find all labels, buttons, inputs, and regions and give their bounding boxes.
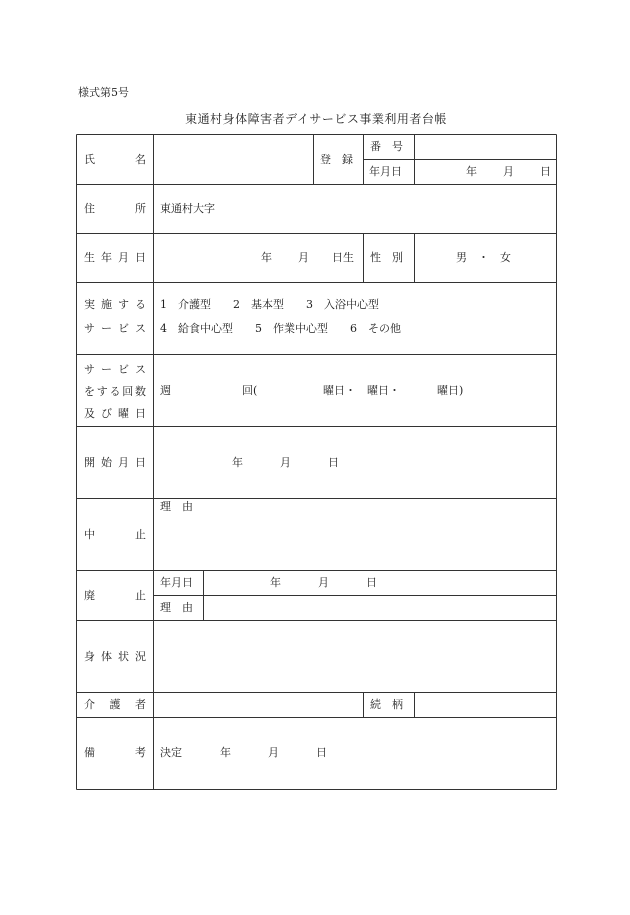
frequency-weekday-1: 曜日・ bbox=[323, 384, 356, 397]
registration-label: 登 録 bbox=[320, 153, 353, 166]
stop-label: 中 止 bbox=[84, 528, 146, 541]
registration-day: 日 bbox=[540, 165, 551, 178]
number-label: 番 号 bbox=[370, 140, 403, 153]
frequency-week: 週 bbox=[160, 384, 171, 397]
form-number: 様式第5号 bbox=[78, 86, 129, 99]
service-options-line1[interactable]: 1 介護型 2 基本型 3 入浴中心型 bbox=[160, 298, 379, 311]
service-label-line1: 実施する bbox=[84, 298, 146, 311]
sex-options[interactable]: 男 ・ 女 bbox=[456, 251, 511, 264]
frequency-label-line1: サービス bbox=[84, 363, 146, 376]
remarks-decision: 決定 bbox=[160, 746, 182, 759]
registration-month: 月 bbox=[503, 165, 514, 178]
name-label: 氏 名 bbox=[84, 153, 146, 166]
abolish-month: 月 bbox=[318, 576, 329, 589]
start-month: 月 bbox=[280, 456, 291, 469]
frequency-weekday-2: 曜日・ bbox=[367, 384, 400, 397]
page-title: 東通村身体障害者デイサービス事業利用者台帳 bbox=[185, 112, 447, 126]
abolish-date-label: 年月日 bbox=[160, 576, 193, 589]
start-year: 年 bbox=[232, 456, 243, 469]
remarks-label: 備 考 bbox=[84, 746, 146, 759]
registration-date-label: 年月日 bbox=[369, 165, 402, 178]
start-date-label: 開始月日 bbox=[84, 456, 146, 469]
registration-year: 年 bbox=[466, 165, 477, 178]
physical-condition-label: 身体状況 bbox=[84, 650, 146, 663]
address-label: 住 所 bbox=[84, 202, 146, 215]
frequency-times: 回( bbox=[242, 384, 258, 397]
abolish-label: 廃 止 bbox=[84, 589, 146, 602]
relation-label: 続 柄 bbox=[370, 698, 403, 711]
service-options-line2[interactable]: 4 給食中心型 5 作業中心型 6 その他 bbox=[160, 322, 401, 335]
frequency-label-line2: をする回数 bbox=[84, 385, 146, 398]
remarks-month: 月 bbox=[268, 746, 279, 759]
service-label-line2: サービス bbox=[84, 322, 146, 335]
abolish-year: 年 bbox=[270, 576, 281, 589]
frequency-weekday-3: 曜日) bbox=[437, 384, 464, 397]
birth-month: 月 bbox=[298, 251, 309, 264]
birth-day: 日生 bbox=[332, 251, 354, 264]
remarks-day: 日 bbox=[316, 746, 327, 759]
abolish-day: 日 bbox=[366, 576, 377, 589]
remarks-year: 年 bbox=[220, 746, 231, 759]
start-day: 日 bbox=[328, 456, 339, 469]
sex-label: 性 別 bbox=[370, 251, 403, 264]
address-field[interactable]: 東通村大字 bbox=[160, 202, 215, 215]
birth-year: 年 bbox=[261, 251, 272, 264]
birthdate-label: 生年月日 bbox=[84, 251, 146, 264]
stop-reason-label: 理 由 bbox=[160, 500, 193, 513]
caregiver-label: 介護者 bbox=[84, 698, 146, 711]
frequency-label-line3: 及び曜日 bbox=[84, 407, 146, 420]
abolish-reason-label: 理 由 bbox=[160, 601, 193, 614]
